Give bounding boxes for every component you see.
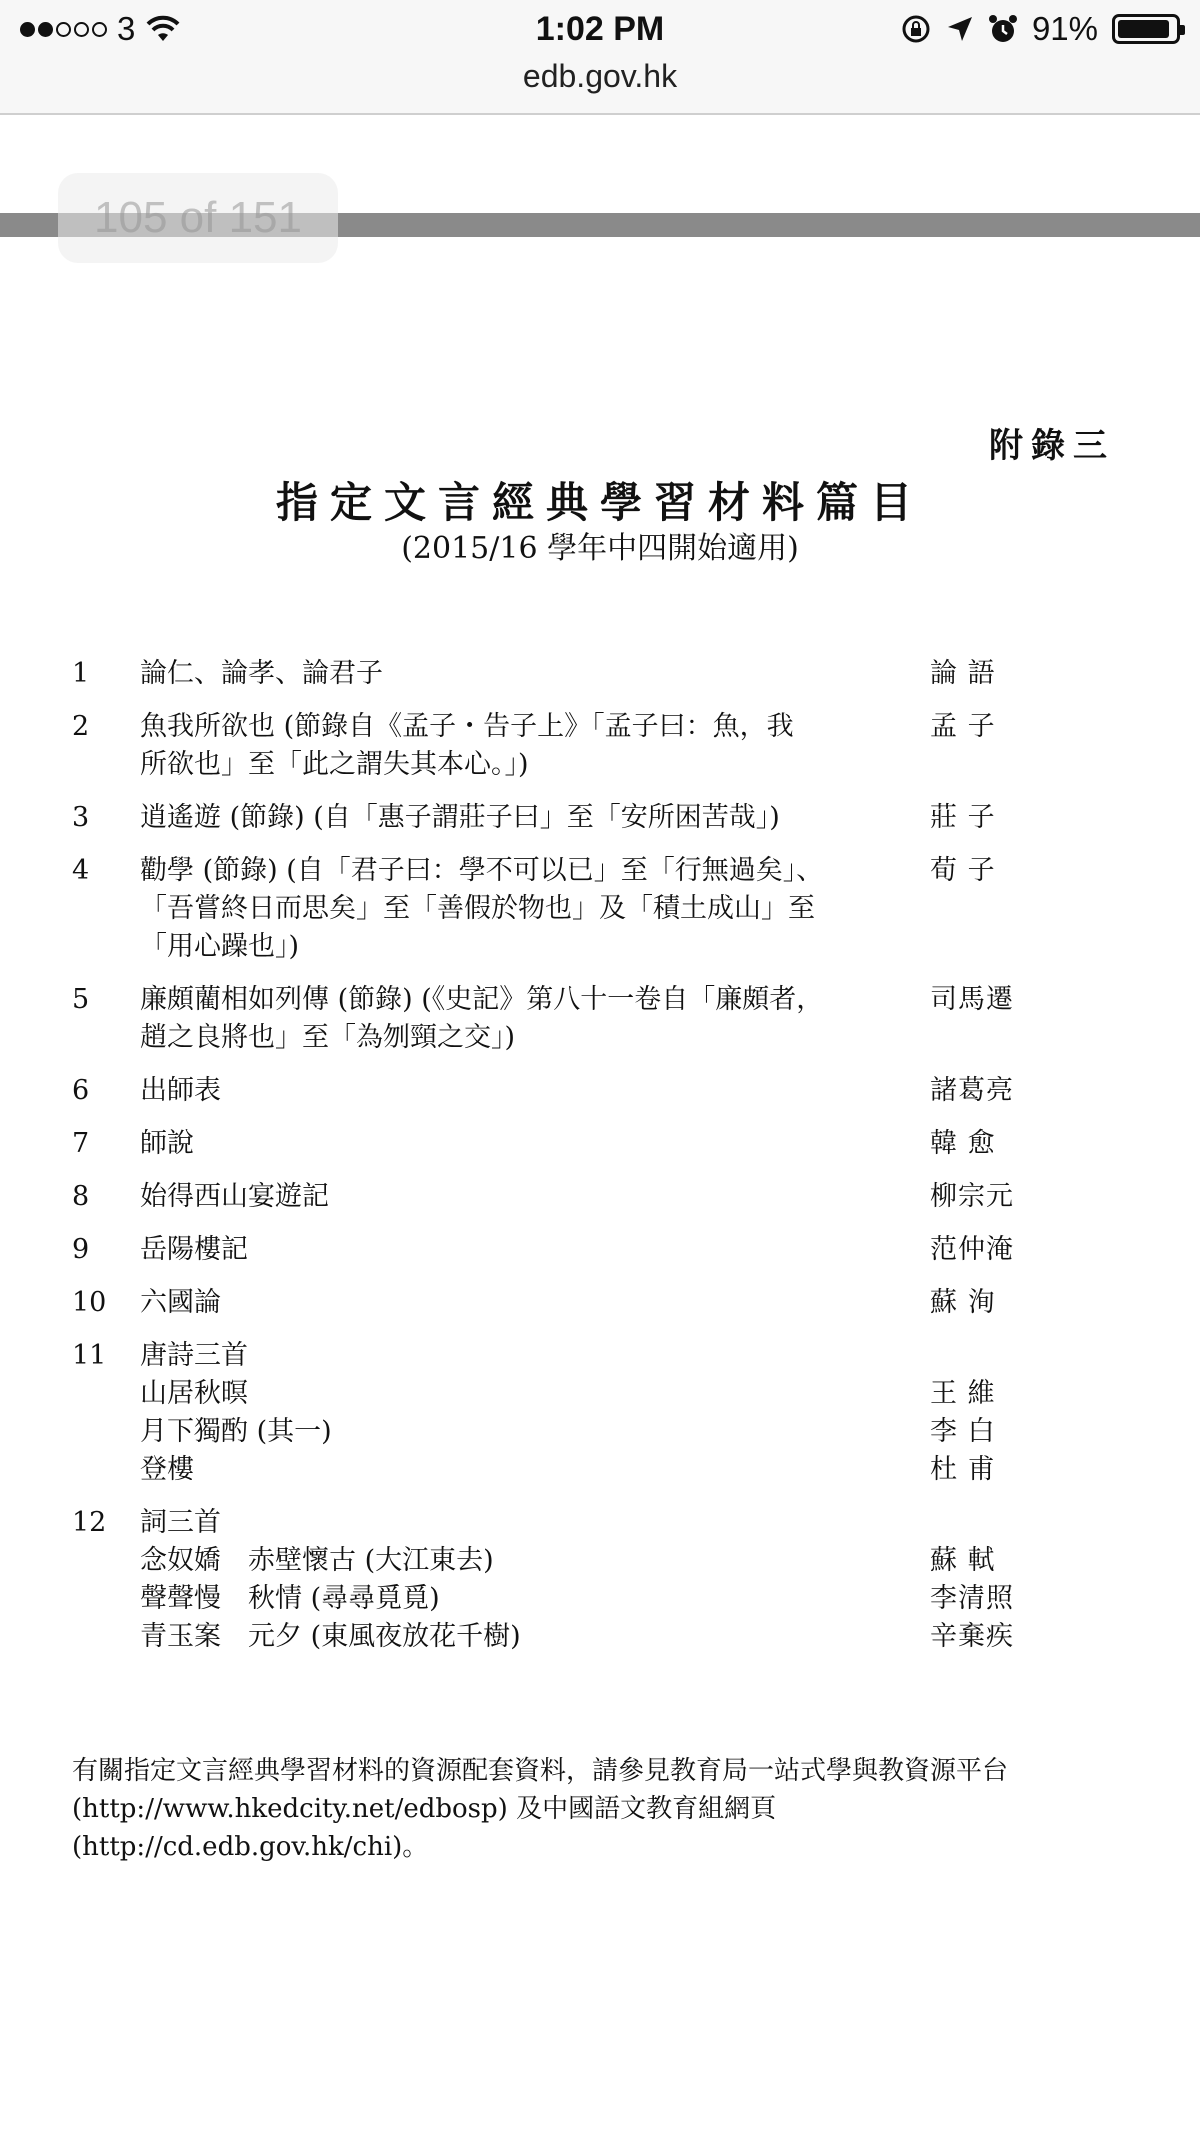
item-title-line: 廉頗藺相如列傳 (節錄) (《史記》第八十一卷自「廉頗者，	[140, 984, 824, 1015]
item-title-line: 「用心躁也」)	[140, 931, 300, 962]
item-title	[140, 1072, 930, 1110]
poem-author: 蘇 軾	[930, 1545, 996, 1576]
item-number: 3	[72, 802, 90, 833]
carrier-label: 3	[117, 10, 136, 47]
list-group	[72, 1337, 1072, 1489]
item-title-line: 魚我所欲也 (節錄自《孟子・告子上》「孟子曰：魚，我	[140, 711, 794, 742]
poem-author: 王 維	[930, 1378, 996, 1409]
group-heading: 唐詩三首	[140, 1340, 248, 1371]
item-title	[140, 655, 930, 693]
poem-indent	[72, 1413, 140, 1451]
item-title	[140, 1125, 930, 1163]
poem-title: 月下獨酌 (其一)	[140, 1416, 332, 1447]
item-author: 孟 子	[930, 711, 996, 742]
group-heading: 詞三首	[140, 1507, 221, 1538]
item-title-line: 所欲也」至「此之謂失其本心。」)	[140, 749, 529, 780]
reading-list	[72, 655, 1072, 1671]
poem-indent	[72, 1451, 140, 1489]
poem-indent	[72, 1580, 140, 1618]
item-title-line: 始得西山宴遊記	[140, 1181, 329, 1212]
list-group	[72, 1504, 1072, 1656]
poem-author: 李 白	[930, 1416, 996, 1447]
poem-title: 青玉案 元夕 (東風夜放花千樹)	[140, 1621, 521, 1652]
browser-chrome	[0, 0, 1200, 115]
list-item	[72, 1072, 1072, 1110]
list-item	[72, 708, 1072, 784]
item-number: 12	[72, 1507, 107, 1538]
item-author: 諸葛亮	[930, 1075, 1014, 1106]
item-title-line: 「吾嘗終日而思矣」至「善假於物也」及「積土成山」至	[140, 893, 815, 924]
item-author: 范仲淹	[930, 1234, 1014, 1265]
battery-percent: 91%	[1031, 10, 1098, 47]
list-item	[72, 1125, 1072, 1163]
poem-indent	[72, 1542, 140, 1580]
list-item	[72, 799, 1072, 837]
status-right	[900, 8, 1180, 50]
item-number: 5	[72, 984, 90, 1015]
poem-row	[72, 1451, 1072, 1489]
url-bar[interactable]: edb.gov.hk	[522, 58, 678, 94]
location-arrow-icon	[946, 15, 974, 43]
poem-row	[72, 1618, 1072, 1656]
poem-title: 登樓	[140, 1454, 194, 1485]
group-heading-row	[72, 1504, 1072, 1542]
item-number: 2	[72, 711, 90, 742]
item-number: 8	[72, 1181, 90, 1212]
item-title-line: 逍遙遊 (節錄) (自「惠子謂莊子曰」至「安所困苦哉」)	[140, 802, 780, 833]
footer-line: (http://www.hkedcity.net/edbosp) 及中國語文教育組網頁 (http://cd.edb.gov.hk/chi)。	[72, 1794, 777, 1862]
poem-author: 李清照	[930, 1583, 1014, 1614]
poem-title: 山居秋暝	[140, 1378, 248, 1409]
item-author: 荀 子	[930, 855, 996, 886]
item-number: 6	[72, 1075, 90, 1106]
item-title-line: 岳陽樓記	[140, 1234, 248, 1265]
list-item	[72, 852, 1072, 966]
poem-title: 聲聲慢 秋情 (尋尋覓覓)	[140, 1583, 440, 1614]
item-title-line: 出師表	[140, 1075, 221, 1106]
battery-fill	[1118, 20, 1169, 38]
item-author: 蘇 洵	[930, 1287, 996, 1318]
item-title	[140, 1284, 930, 1322]
item-title	[140, 1178, 930, 1216]
clock: 1:02 PM	[535, 10, 665, 48]
item-title-line: 六國論	[140, 1287, 221, 1318]
appendix-label: 附錄三	[989, 426, 1115, 466]
poem-author: 辛棄疾	[930, 1621, 1014, 1652]
list-item	[72, 1178, 1072, 1216]
alarm-icon	[988, 14, 1018, 44]
poem-indent	[72, 1618, 140, 1656]
poem-row	[72, 1413, 1072, 1451]
poem-title: 念奴嬌 赤壁懷古 (大江東去)	[140, 1545, 494, 1576]
battery-icon	[1112, 14, 1180, 44]
page-subtitle: (2015/16 學年中四開始適用)	[401, 531, 799, 566]
item-title	[140, 799, 930, 837]
list-item	[72, 1231, 1072, 1269]
item-number: 7	[72, 1128, 90, 1159]
item-author: 莊 子	[930, 802, 996, 833]
list-item	[72, 1284, 1072, 1322]
item-number: 11	[72, 1340, 107, 1371]
poem-row	[72, 1375, 1072, 1413]
item-title	[140, 852, 930, 966]
footer-line: 有關指定文言經典學習材料的資源配套資料，請參見教育局一站式學與教資源平台	[72, 1756, 1009, 1786]
poem-indent	[72, 1375, 140, 1413]
poem-row	[72, 1542, 1072, 1580]
item-number: 10	[72, 1287, 107, 1318]
item-number: 4	[72, 855, 90, 886]
item-author: 柳宗元	[930, 1181, 1014, 1212]
item-author: 司馬遷	[930, 984, 1014, 1015]
page-indicator: 105 of 151	[58, 173, 338, 263]
poem-row	[72, 1580, 1072, 1618]
footer-note	[72, 1752, 1132, 1866]
rotation-lock-icon	[900, 13, 932, 45]
item-title	[140, 981, 930, 1057]
poem-author: 杜 甫	[930, 1454, 996, 1485]
page-title: 指定文言經典學習材料篇目	[275, 478, 924, 527]
group-heading-row	[72, 1337, 1072, 1375]
item-title-line: 勸學 (節錄) (自「君子曰：學不可以已」至「行無過矣」、	[140, 855, 824, 886]
list-item	[72, 981, 1072, 1057]
item-number: 9	[72, 1234, 90, 1265]
list-item	[72, 655, 1072, 693]
item-title-line: 趙之良將也」至「為刎頸之交」)	[140, 1022, 516, 1053]
item-author: 韓 愈	[930, 1128, 996, 1159]
item-author: 論 語	[930, 658, 996, 689]
item-title	[140, 1231, 930, 1269]
item-title	[140, 708, 930, 784]
item-title-line: 論仁、論孝、論君子	[140, 658, 383, 689]
item-title-line: 師說	[140, 1128, 194, 1159]
item-number: 1	[72, 658, 90, 689]
